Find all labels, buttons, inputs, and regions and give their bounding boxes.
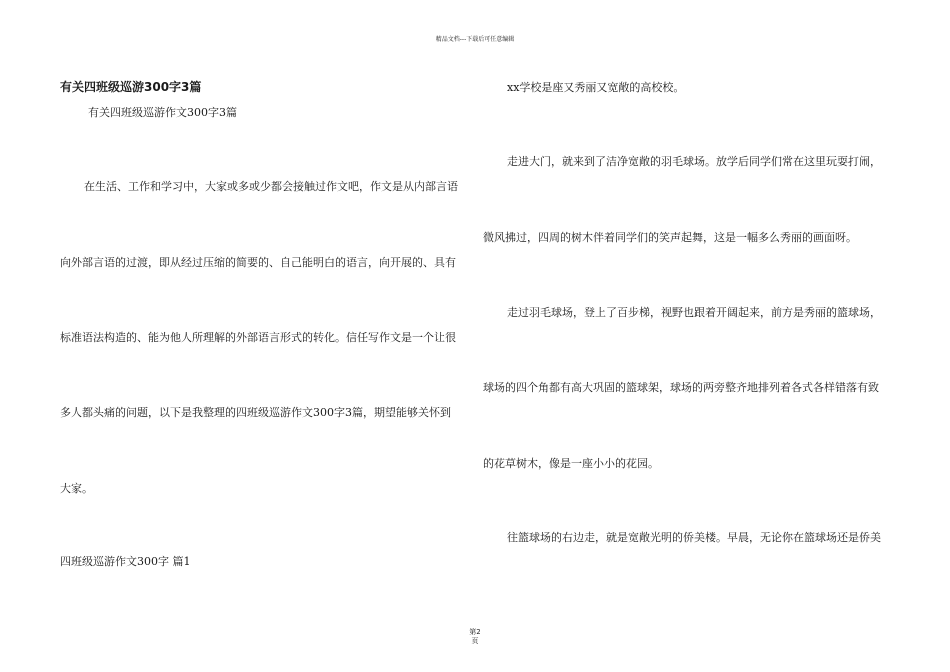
paragraph-line: 大家。: [60, 482, 93, 495]
document-subtitle: 有关四班级巡游作文300字3篇: [88, 106, 237, 119]
document-title: 有关四班级巡游300字3篇: [60, 80, 202, 94]
paragraph-line: xx学校是座又秀丽又宽敞的高校校。: [507, 81, 685, 94]
paragraph-line: 走进大门，就来到了洁净宽敞的羽毛球场。放学后同学们常在这里玩耍打闹，: [507, 155, 881, 168]
paragraph-line: 球场的四个角都有高大巩固的篮球架，球场的两旁整齐地排列着各式各样错落有致: [483, 381, 879, 394]
page-number: [0, 628, 950, 646]
section-heading: 四班级巡游作文300字 篇1: [60, 555, 191, 568]
paragraph-line: 微风拂过，四周的树木伴着同学们的笑声起舞，这是一幅多么秀丽的画面呀。: [483, 231, 857, 244]
paragraph-line: 往篮球场的右边走，就是宽敞光明的侨美楼。早晨，无论你在篮球场还是侨美: [507, 531, 881, 544]
page-number-line2: 页: [471, 637, 479, 645]
page-number-line1: 第2: [469, 628, 481, 636]
paragraph-line: 标准语法构造的、能为他人所理解的外部语言形式的转化。信任写作文是一个让很: [60, 331, 456, 344]
paragraph-line: 的花草树木，像是一座小小的花园。: [483, 457, 659, 470]
paragraph-line: 向外部言语的过渡，即从经过压缩的简要的、自己能明白的语言，向开展的、具有: [60, 256, 456, 269]
paragraph-line: 在生活、工作和学习中，大家或多或少都会接触过作文吧，作文是从内部言语: [84, 180, 458, 193]
paragraph-line: 走过羽毛球场，登上了百步梯，视野也跟着开阔起来，前方是秀丽的篮球场，: [507, 306, 881, 319]
paragraph-line: 多人都头痛的问题，以下是我整理的四班级巡游作文300字3篇，期望能够关怀到: [60, 406, 451, 419]
page-header: 精品文档---下载后可任意编辑: [435, 36, 515, 43]
